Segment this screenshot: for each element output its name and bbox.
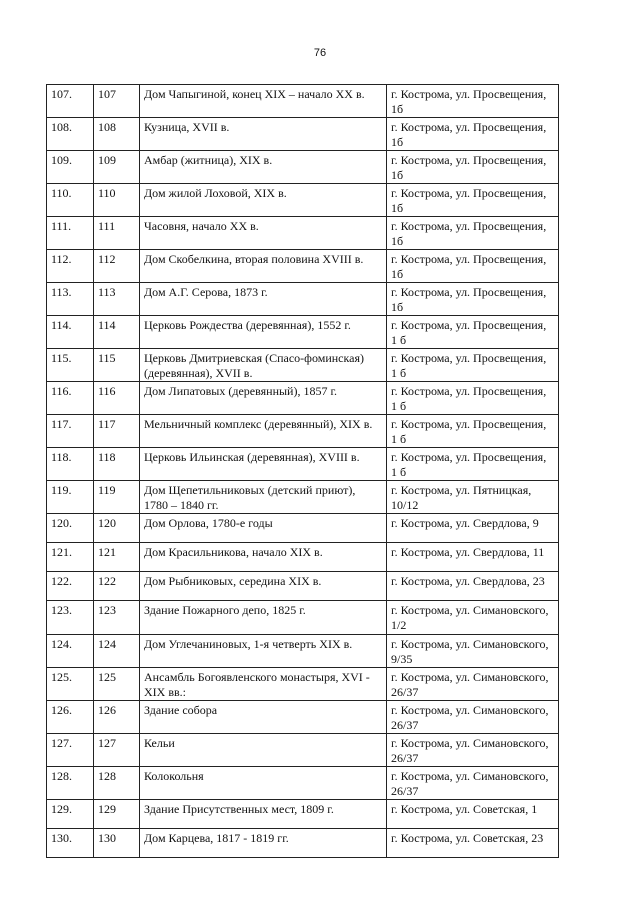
table-row <box>47 382 559 415</box>
row-seq-number: 125. <box>47 668 94 701</box>
table-row <box>47 85 559 118</box>
row-seq-number: 121. <box>47 543 94 572</box>
object-name: Колокольня <box>140 767 387 800</box>
object-address: г. Кострома, ул. Просвещения, 1 б <box>387 448 559 481</box>
object-name: Ансамбль Богоявленского монастыря, XVI - XIX вв.: <box>140 668 387 701</box>
object-address: г. Кострома, ул. Советская, 1 <box>387 800 559 829</box>
row-seq-number: 118. <box>47 448 94 481</box>
object-address: г. Кострома, ул. Просвещения, 1б <box>387 283 559 316</box>
object-address: г. Кострома, ул. Просвещения, 1б <box>387 151 559 184</box>
row-registry-number: 109 <box>94 151 140 184</box>
object-address: г. Кострома, ул. Просвещения, 1б <box>387 217 559 250</box>
row-seq-number: 123. <box>47 601 94 635</box>
table-row <box>47 635 559 668</box>
row-registry-number: 116 <box>94 382 140 415</box>
object-name: Дом Скобелкина, вторая половина XVIII в. <box>140 250 387 283</box>
table-row <box>47 734 559 767</box>
page-number: 76 <box>313 47 327 59</box>
object-name: Здание Пожарного депо, 1825 г. <box>140 601 387 635</box>
object-address: г. Кострома, ул. Симановского, 26/37 <box>387 668 559 701</box>
table-row <box>47 283 559 316</box>
table-row <box>47 448 559 481</box>
object-address: г. Кострома, ул. Симановского, 26/37 <box>387 734 559 767</box>
object-address: г. Кострома, ул. Советская, 23 <box>387 829 559 858</box>
object-name: Дом Липатовых (деревянный), 1857 г. <box>140 382 387 415</box>
table-row <box>47 829 559 858</box>
table-row <box>47 701 559 734</box>
table-row <box>47 543 559 572</box>
row-seq-number: 117. <box>47 415 94 448</box>
object-address: г. Кострома, ул. Просвещения, 1 б <box>387 415 559 448</box>
table-row <box>47 767 559 800</box>
row-registry-number: 117 <box>94 415 140 448</box>
row-seq-number: 120. <box>47 514 94 543</box>
row-registry-number: 110 <box>94 184 140 217</box>
row-registry-number: 127 <box>94 734 140 767</box>
row-registry-number: 125 <box>94 668 140 701</box>
table-row <box>47 800 559 829</box>
object-name: Часовня, начало XX в. <box>140 217 387 250</box>
row-seq-number: 111. <box>47 217 94 250</box>
object-address: г. Кострома, ул. Свердлова, 23 <box>387 572 559 601</box>
table-row <box>47 481 559 514</box>
row-registry-number: 120 <box>94 514 140 543</box>
object-address: г. Кострома, ул. Пятницкая, 10/12 <box>387 481 559 514</box>
object-address: г. Кострома, ул. Просвещения, 1 б <box>387 382 559 415</box>
row-registry-number: 112 <box>94 250 140 283</box>
object-name: Мельничный комплекс (деревянный), XIX в. <box>140 415 387 448</box>
row-seq-number: 119. <box>47 481 94 514</box>
object-name: Амбар (житница), XIX в. <box>140 151 387 184</box>
table-row <box>47 151 559 184</box>
object-name: Дом Щепетильниковых (детский приют), 1780 – 1840 гг. <box>140 481 387 514</box>
table-row <box>47 415 559 448</box>
object-name: Дом Орлова, 1780-е годы <box>140 514 387 543</box>
row-seq-number: 114. <box>47 316 94 349</box>
object-name: Церковь Ильинская (деревянная), XVIII в. <box>140 448 387 481</box>
row-registry-number: 129 <box>94 800 140 829</box>
object-name: Здание собора <box>140 701 387 734</box>
row-seq-number: 113. <box>47 283 94 316</box>
table-row <box>47 514 559 543</box>
object-address: г. Кострома, ул. Просвещения, 1б <box>387 184 559 217</box>
object-address: г. Кострома, ул. Просвещения, 1б <box>387 250 559 283</box>
registry-table-body <box>47 85 559 858</box>
object-name: Здание Присутственных мест, 1809 г. <box>140 800 387 829</box>
row-seq-number: 129. <box>47 800 94 829</box>
object-name: Церковь Рождества (деревянная), 1552 г. <box>140 316 387 349</box>
object-name: Дом Чапыгиной, конец XIX – начало XX в. <box>140 85 387 118</box>
object-address: г. Кострома, ул. Симановского, 26/37 <box>387 701 559 734</box>
row-seq-number: 130. <box>47 829 94 858</box>
object-name: Дом Карцева, 1817 - 1819 гг. <box>140 829 387 858</box>
object-address: г. Кострома, ул. Просвещения, 1б <box>387 118 559 151</box>
object-address: г. Кострома, ул. Симановского, 1/2 <box>387 601 559 635</box>
table-row <box>47 668 559 701</box>
row-seq-number: 109. <box>47 151 94 184</box>
object-name: Дом Красильникова, начало XIX в. <box>140 543 387 572</box>
object-name: Дом А.Г. Серова, 1873 г. <box>140 283 387 316</box>
object-name: Дом Рыбниковых, середина XIX в. <box>140 572 387 601</box>
heritage-registry-table <box>46 84 559 858</box>
row-registry-number: 123 <box>94 601 140 635</box>
row-registry-number: 126 <box>94 701 140 734</box>
object-name: Дом жилой Лоховой, XIX в. <box>140 184 387 217</box>
row-registry-number: 122 <box>94 572 140 601</box>
row-seq-number: 107. <box>47 85 94 118</box>
row-registry-number: 119 <box>94 481 140 514</box>
table-row <box>47 250 559 283</box>
table-row <box>47 217 559 250</box>
table-row <box>47 118 559 151</box>
row-registry-number: 118 <box>94 448 140 481</box>
row-seq-number: 115. <box>47 349 94 382</box>
row-seq-number: 127. <box>47 734 94 767</box>
object-address: г. Кострома, ул. Свердлова, 9 <box>387 514 559 543</box>
object-address: г. Кострома, ул. Симановского, 26/37 <box>387 767 559 800</box>
row-seq-number: 116. <box>47 382 94 415</box>
row-seq-number: 126. <box>47 701 94 734</box>
table-row <box>47 184 559 217</box>
row-seq-number: 110. <box>47 184 94 217</box>
row-registry-number: 128 <box>94 767 140 800</box>
row-seq-number: 122. <box>47 572 94 601</box>
row-registry-number: 114 <box>94 316 140 349</box>
object-address: г. Кострома, ул. Свердлова, 11 <box>387 543 559 572</box>
table-row <box>47 316 559 349</box>
row-registry-number: 108 <box>94 118 140 151</box>
row-registry-number: 130 <box>94 829 140 858</box>
row-registry-number: 111 <box>94 217 140 250</box>
row-seq-number: 112. <box>47 250 94 283</box>
row-seq-number: 108. <box>47 118 94 151</box>
row-registry-number: 107 <box>94 85 140 118</box>
table-row <box>47 349 559 382</box>
object-address: г. Кострома, ул. Просвещения, 1 б <box>387 349 559 382</box>
table-row <box>47 572 559 601</box>
table-row <box>47 601 559 635</box>
object-name: Церковь Дмитриевская (Спасо-фоминская) (деревянная), XVII в. <box>140 349 387 382</box>
row-seq-number: 128. <box>47 767 94 800</box>
row-seq-number: 124. <box>47 635 94 668</box>
object-address: г. Кострома, ул. Просвещения, 1 б <box>387 316 559 349</box>
row-registry-number: 115 <box>94 349 140 382</box>
object-name: Кузница, XVII в. <box>140 118 387 151</box>
row-registry-number: 113 <box>94 283 140 316</box>
row-registry-number: 121 <box>94 543 140 572</box>
object-name: Дом Углечаниновых, 1-я четверть XIX в. <box>140 635 387 668</box>
object-name: Кельи <box>140 734 387 767</box>
object-address: г. Кострома, ул. Просвещения, 1б <box>387 85 559 118</box>
row-registry-number: 124 <box>94 635 140 668</box>
object-address: г. Кострома, ул. Симановского, 9/35 <box>387 635 559 668</box>
